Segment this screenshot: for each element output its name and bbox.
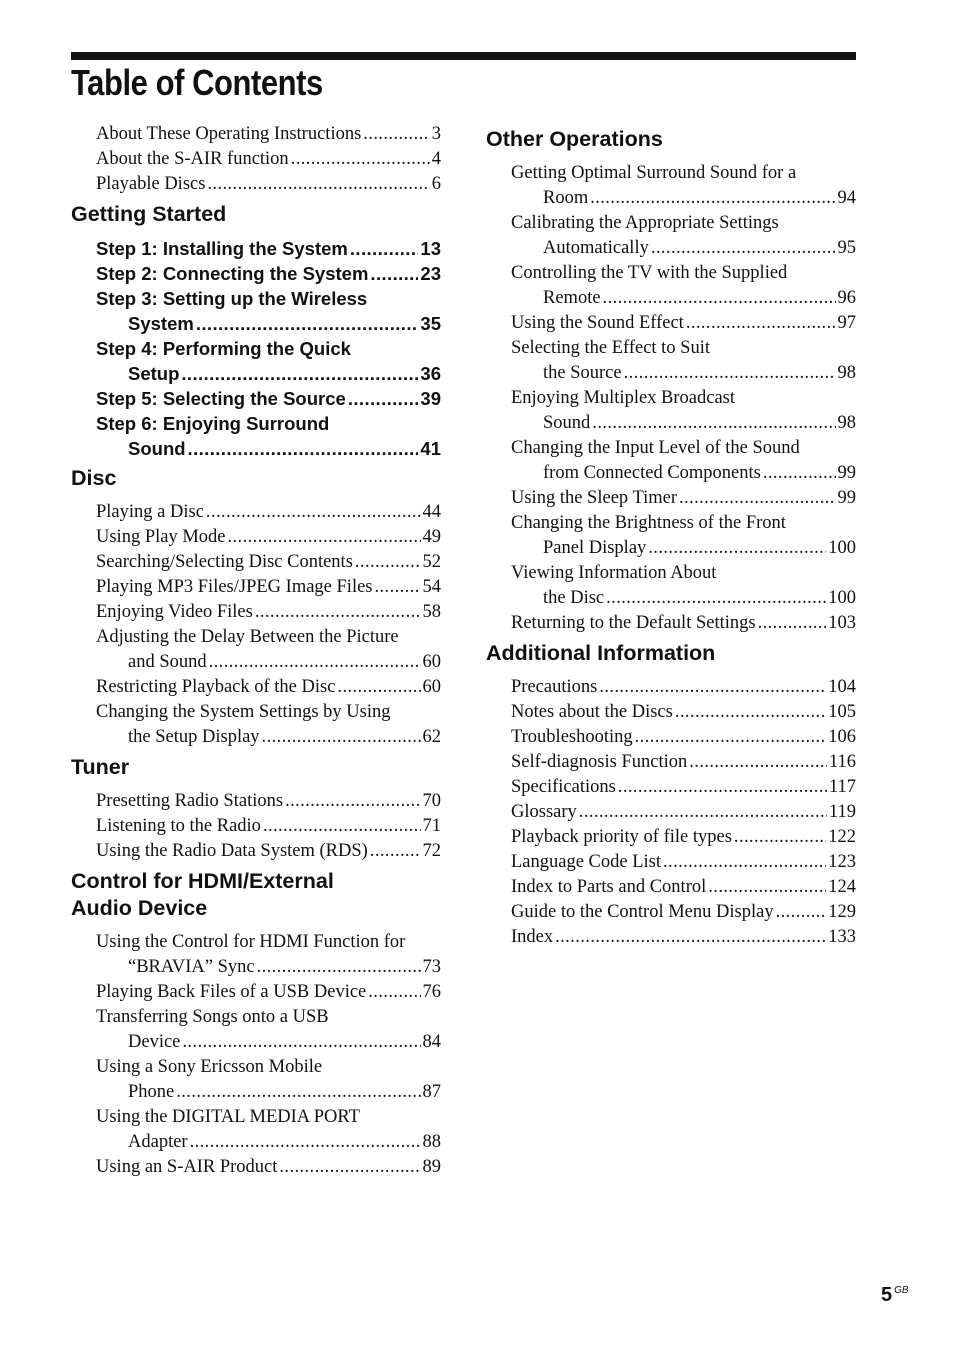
toc-entry-row <box>96 675 441 700</box>
toc-entry-row <box>511 775 856 800</box>
toc-page-number: 87 <box>422 1082 441 1102</box>
toc-entry-title: Using the Sound Effect <box>511 313 684 333</box>
toc-entry <box>511 825 856 850</box>
section-title-line: Disc <box>71 466 117 490</box>
toc-section <box>486 126 856 636</box>
toc-entry <box>96 336 441 386</box>
toc-entry <box>511 725 856 750</box>
dot-leader <box>555 925 826 950</box>
dot-leader <box>206 500 421 525</box>
toc-entry-line: Using the Control for HDMI Function for <box>96 932 406 952</box>
toc-entry-row <box>511 411 856 436</box>
toc-page-number: 44 <box>422 502 441 522</box>
toc-entry <box>511 750 856 775</box>
toc-page-number: 106 <box>828 727 856 747</box>
toc-entry-title: Using the Radio Data System (RDS) <box>96 841 368 861</box>
toc-page-number: 99 <box>837 463 856 483</box>
section-title <box>486 640 856 667</box>
toc-entry-row <box>511 700 856 725</box>
toc-entry <box>511 436 856 486</box>
dot-leader <box>579 800 827 825</box>
toc-entry <box>511 700 856 725</box>
section-title <box>71 868 441 922</box>
toc-entry-list <box>486 161 856 636</box>
dot-leader <box>262 725 421 750</box>
toc-page-number: 58 <box>422 602 441 622</box>
toc-entry-line: Transferring Songs onto a USB <box>96 1007 329 1027</box>
toc-page-number: 13 <box>420 238 441 259</box>
toc-page-number: 98 <box>837 413 856 433</box>
dot-leader <box>209 650 421 675</box>
dot-leader <box>350 236 419 261</box>
toc-page-number: 97 <box>837 313 856 333</box>
toc-entry <box>96 980 441 1005</box>
toc-entry-title: Using the Sleep Timer <box>511 488 677 508</box>
toc-entry-title: System <box>128 313 194 334</box>
dot-leader <box>337 675 420 700</box>
toc-entry-row <box>96 261 441 286</box>
toc-entry-row <box>511 750 856 775</box>
toc-entry-row <box>511 925 856 950</box>
toc-page-number: 84 <box>422 1032 441 1052</box>
toc-entry-title: the Disc <box>543 588 605 608</box>
toc-entry-row <box>96 147 441 172</box>
dot-leader <box>592 411 835 436</box>
toc-entry-title: the Source <box>543 363 622 383</box>
toc-entry-row <box>511 286 856 311</box>
toc-page-number: 36 <box>420 363 441 384</box>
toc-entry-title: Playing a Disc <box>96 502 204 522</box>
toc-entry <box>511 211 856 261</box>
toc-entry-line: Using a Sony Ericsson Mobile <box>96 1057 323 1077</box>
section-title-line: Tuner <box>71 755 130 779</box>
toc-page-number: 6 <box>431 174 441 194</box>
dot-leader <box>651 236 836 261</box>
section-title <box>71 201 441 228</box>
toc-entry <box>96 600 441 625</box>
toc-entry-line: Enjoying Multiplex Broadcast <box>511 388 736 408</box>
toc-entry <box>96 930 441 980</box>
toc-entry-line: Viewing Information About <box>511 563 717 583</box>
toc-entry-title: Automatically <box>543 238 649 258</box>
dot-leader <box>734 825 826 850</box>
toc-page-number: 89 <box>422 1157 441 1177</box>
toc-page-number: 88 <box>422 1132 441 1152</box>
toc-entry <box>511 611 856 636</box>
toc-page-number: 54 <box>422 577 441 597</box>
toc-section <box>486 640 856 950</box>
toc-entry-title: Enjoying Video Files <box>96 602 253 622</box>
top-rule <box>71 52 856 60</box>
toc-entry-line: Step 3: Setting up the Wireless <box>96 288 368 309</box>
dot-leader <box>182 1030 420 1055</box>
toc-page-number: 103 <box>828 613 856 633</box>
dot-leader <box>176 1080 420 1105</box>
toc-entry-title: Device <box>128 1032 181 1052</box>
toc-entry-line: Calibrating the Appropriate Settings <box>511 213 779 233</box>
toc-entry-title: About the S-AIR function <box>96 149 289 169</box>
toc-entry-row <box>96 1130 441 1155</box>
toc-entry <box>511 311 856 336</box>
toc-page-number: 100 <box>828 588 856 608</box>
toc-entry <box>96 675 441 700</box>
toc-entry-row <box>96 172 441 197</box>
dot-leader <box>689 750 827 775</box>
toc-entry-title: “BRAVIA” Sync <box>128 957 255 977</box>
toc-entry-row <box>511 486 856 511</box>
toc-entry <box>96 286 441 336</box>
dot-leader <box>679 486 836 511</box>
dot-leader <box>624 361 836 386</box>
toc-entry-row <box>96 725 441 750</box>
toc-entry <box>96 700 441 750</box>
toc-entry <box>511 561 856 611</box>
dot-leader <box>285 789 420 814</box>
toc-entry <box>511 511 856 561</box>
toc-page-number: 96 <box>837 288 856 308</box>
toc-entry <box>96 550 441 575</box>
toc-entry-title: Using Play Mode <box>96 527 226 547</box>
toc-entry-title: Room <box>543 188 589 208</box>
toc-page-number: 94 <box>837 188 856 208</box>
toc-entry <box>511 775 856 800</box>
dot-leader <box>763 461 836 486</box>
toc-entry-row <box>96 500 441 525</box>
toc-entry-list <box>71 122 441 197</box>
toc-page-number: 98 <box>837 363 856 383</box>
toc-entry-title: Using an S-AIR Product <box>96 1157 278 1177</box>
toc-page-number: 99 <box>837 488 856 508</box>
toc-entry-row <box>511 825 856 850</box>
toc-page-number: 23 <box>420 263 441 284</box>
dot-leader <box>255 600 421 625</box>
page-number-suffix: GB <box>894 1285 909 1297</box>
toc-entry-row <box>96 575 441 600</box>
toc-entry <box>96 625 441 675</box>
toc-page-number: 123 <box>828 852 856 872</box>
toc-entry-title: Sound <box>128 438 186 459</box>
toc-entry-row <box>96 1030 441 1055</box>
toc-entry-title: Listening to the Radio <box>96 816 261 836</box>
dot-leader <box>635 725 827 750</box>
toc-entry-row <box>511 461 856 486</box>
toc-entry <box>96 789 441 814</box>
toc-entry-row <box>96 361 441 386</box>
section-title-line: Control for HDMI/External <box>71 869 334 893</box>
toc-entry-title: Presetting Radio Stations <box>96 791 284 811</box>
toc-page-number: 105 <box>828 702 856 722</box>
toc-entry-row <box>96 789 441 814</box>
toc-entry-title: Index to Parts and Control <box>511 877 707 897</box>
toc-entry-row <box>511 725 856 750</box>
toc-entry-row <box>511 800 856 825</box>
toc-page-number: 117 <box>828 777 856 797</box>
toc-page-number: 70 <box>422 791 441 811</box>
toc-entry-title: Phone <box>128 1082 175 1102</box>
toc-entry <box>96 172 441 197</box>
toc-entry-list <box>71 236 441 461</box>
toc-entry-title: Guide to the Control Menu Display <box>511 902 774 922</box>
toc-entry-row <box>511 875 856 900</box>
toc-entry <box>96 500 441 525</box>
dot-leader <box>603 286 836 311</box>
toc-entry <box>511 900 856 925</box>
toc-entry-title: Playing MP3 Files/JPEG Image Files <box>96 577 373 597</box>
toc-entry-row <box>96 311 441 336</box>
toc-entry-title: Troubleshooting <box>511 727 633 747</box>
toc-entry-title: from Connected Components <box>543 463 761 483</box>
toc-page-number: 39 <box>420 388 441 409</box>
dot-leader <box>368 980 420 1005</box>
toc-entry-row <box>96 525 441 550</box>
section-title <box>71 754 441 781</box>
dot-leader <box>370 261 418 286</box>
toc-entry <box>511 675 856 700</box>
toc-section <box>71 754 441 864</box>
toc-entry <box>511 486 856 511</box>
toc-entry <box>96 839 441 864</box>
page-number-value: 5 <box>881 1284 893 1306</box>
dot-leader <box>363 122 429 147</box>
toc-entry <box>511 161 856 211</box>
page-title: Table of Contents <box>71 62 323 103</box>
toc-entry-line: Changing the System Settings by Using <box>96 702 391 722</box>
toc-page-number: 60 <box>422 652 441 672</box>
toc-entry-row <box>511 675 856 700</box>
section-title-line: Audio Device <box>71 896 208 920</box>
dot-leader <box>618 775 827 800</box>
toc-entry <box>96 236 441 261</box>
dot-leader <box>181 361 418 386</box>
toc-entry-row <box>96 436 441 461</box>
toc-entry-row <box>511 186 856 211</box>
toc-entry <box>96 525 441 550</box>
toc-entry <box>96 1005 441 1055</box>
toc-entry-title: Panel Display <box>543 538 647 558</box>
toc-entry-title: Specifications <box>511 777 616 797</box>
toc-section <box>71 465 441 750</box>
toc-entry <box>511 261 856 311</box>
toc-page-number: 4 <box>431 149 441 169</box>
toc-page-number: 49 <box>422 527 441 547</box>
dot-leader <box>675 700 826 725</box>
toc-entry-row <box>96 980 441 1005</box>
toc-entry-row <box>511 361 856 386</box>
toc-entry-line: Getting Optimal Surround Sound for a <box>511 163 797 183</box>
toc-entry <box>96 122 441 147</box>
toc-entry-title: Playback priority of file types <box>511 827 732 847</box>
toc-entry <box>96 411 441 461</box>
dot-leader <box>190 1130 421 1155</box>
toc-entry-row <box>511 536 856 561</box>
toc-entry-line: Changing the Input Level of the Sound <box>511 438 800 458</box>
toc-entry-title: Adapter <box>128 1132 188 1152</box>
toc-entry-title: and Sound <box>128 652 207 672</box>
toc-page-number: 119 <box>828 802 856 822</box>
toc-entry-row <box>96 1080 441 1105</box>
toc-page-number: 52 <box>422 552 441 572</box>
toc-entry-title: Searching/Selecting Disc Contents <box>96 552 353 572</box>
toc-entry-line: Selecting the Effect to Suit <box>511 338 711 358</box>
dot-leader <box>370 839 421 864</box>
toc-entry-row <box>511 900 856 925</box>
toc-entry <box>96 386 441 411</box>
toc-entry-line: Step 4: Performing the Quick <box>96 338 351 359</box>
dot-leader <box>228 525 421 550</box>
dot-leader <box>291 147 430 172</box>
toc-entry <box>96 1155 441 1180</box>
toc-entry-title: Playing Back Files of a USB Device <box>96 982 367 1002</box>
toc-page-number: 100 <box>828 538 856 558</box>
toc-page-number: 71 <box>422 816 441 836</box>
toc-page-number: 124 <box>828 877 856 897</box>
toc-entry-title: Step 1: Installing the System <box>96 238 348 259</box>
toc-entry <box>511 875 856 900</box>
toc-entry-row <box>511 311 856 336</box>
toc-page-number: 133 <box>828 927 856 947</box>
dot-leader <box>686 311 836 336</box>
section-title <box>486 126 856 153</box>
toc-entry-row <box>96 600 441 625</box>
dot-leader <box>375 575 421 600</box>
toc-entry-row <box>511 236 856 261</box>
dot-leader <box>606 586 826 611</box>
toc-entry-title: Precautions <box>511 677 598 697</box>
dot-leader <box>263 814 421 839</box>
toc-entry-list <box>71 500 441 750</box>
toc-entry-title: the Setup Display <box>128 727 260 747</box>
toc-entry <box>511 800 856 825</box>
toc-entry-row <box>96 122 441 147</box>
dot-leader <box>279 1155 420 1180</box>
toc-page-number: 60 <box>422 677 441 697</box>
toc-entry <box>511 925 856 950</box>
toc-entry-row <box>511 850 856 875</box>
toc-entry <box>96 147 441 172</box>
toc-entry <box>96 814 441 839</box>
toc-entry-line: Step 6: Enjoying Surround <box>96 413 330 434</box>
toc-entry-row <box>511 586 856 611</box>
toc-entry-title: Glossary <box>511 802 577 822</box>
toc-entry-line: Controlling the TV with the Supplied <box>511 263 788 283</box>
dot-leader <box>196 311 419 336</box>
dot-leader <box>708 875 826 900</box>
section-title <box>71 465 441 492</box>
toc-entry-title: Setup <box>128 363 180 384</box>
toc-entry-line: Changing the Brightness of the Front <box>511 513 786 533</box>
toc-entry <box>511 850 856 875</box>
dot-leader <box>758 611 827 636</box>
toc-entry <box>96 575 441 600</box>
dot-leader <box>599 675 826 700</box>
dot-leader <box>648 536 826 561</box>
toc-page-number: 73 <box>422 957 441 977</box>
toc-entry-row <box>96 839 441 864</box>
toc-page-number: 3 <box>431 124 441 144</box>
dot-leader <box>776 900 827 925</box>
toc-section <box>71 868 441 1180</box>
right-column <box>486 122 856 950</box>
toc-entry-title: Step 5: Selecting the Source <box>96 388 346 409</box>
toc-page-number: 76 <box>422 982 441 1002</box>
toc-entry-row <box>96 1155 441 1180</box>
dot-leader <box>590 186 835 211</box>
toc-page-number: 72 <box>422 841 441 861</box>
toc-entry-title: Sound <box>543 413 591 433</box>
toc-entry-line: Adjusting the Delay Between the Picture <box>96 627 399 647</box>
dot-leader <box>663 850 826 875</box>
section-title-line: Additional Information <box>486 641 716 665</box>
toc-entry-row <box>96 550 441 575</box>
dot-leader <box>207 172 429 197</box>
toc-entry-title: Notes about the Discs <box>511 702 673 722</box>
dot-leader <box>348 386 419 411</box>
toc-entry-title: Remote <box>543 288 601 308</box>
toc-entry-title: Self-diagnosis Function <box>511 752 688 772</box>
section-title-line: Other Operations <box>486 127 663 151</box>
toc-entry-row <box>96 386 441 411</box>
toc-section <box>71 201 441 461</box>
dot-leader <box>188 436 419 461</box>
toc-entry-row <box>96 236 441 261</box>
toc-page-number: 35 <box>420 313 441 334</box>
page-number <box>881 1284 909 1307</box>
toc-entry-list <box>71 930 441 1180</box>
toc-entry-line: Using the DIGITAL MEDIA PORT <box>96 1107 360 1127</box>
toc-page-number: 116 <box>828 752 856 772</box>
toc-page-number: 104 <box>828 677 856 697</box>
toc-entry-row <box>96 814 441 839</box>
toc-entry-title: Restricting Playback of the Disc <box>96 677 336 697</box>
section-title-line: Getting Started <box>71 202 227 226</box>
dot-leader <box>257 955 421 980</box>
toc-entry-title: Playable Discs <box>96 174 206 194</box>
toc-entry <box>511 386 856 436</box>
toc-entry-row <box>511 611 856 636</box>
toc-page-number: 122 <box>828 827 856 847</box>
toc-page-number: 41 <box>420 438 441 459</box>
toc-entry <box>511 336 856 386</box>
toc-entry-list <box>71 789 441 864</box>
toc-page-number: 62 <box>422 727 441 747</box>
toc-page-number: 129 <box>828 902 856 922</box>
toc-entry-title: Language Code List <box>511 852 662 872</box>
toc-entry <box>96 261 441 286</box>
toc-entry-list <box>486 675 856 950</box>
toc-entry-row <box>96 650 441 675</box>
toc-entry-title: About These Operating Instructions <box>96 124 362 144</box>
toc-entry-title: Returning to the Default Settings <box>511 613 756 633</box>
toc-entry-title: Step 2: Connecting the System <box>96 263 369 284</box>
left-column <box>71 122 441 1180</box>
dot-leader <box>355 550 421 575</box>
toc-entry <box>96 1105 441 1155</box>
toc-entry-title: Index <box>511 927 554 947</box>
toc-entry-row <box>96 955 441 980</box>
toc-entry <box>96 1055 441 1105</box>
toc-page-number: 95 <box>837 238 856 258</box>
